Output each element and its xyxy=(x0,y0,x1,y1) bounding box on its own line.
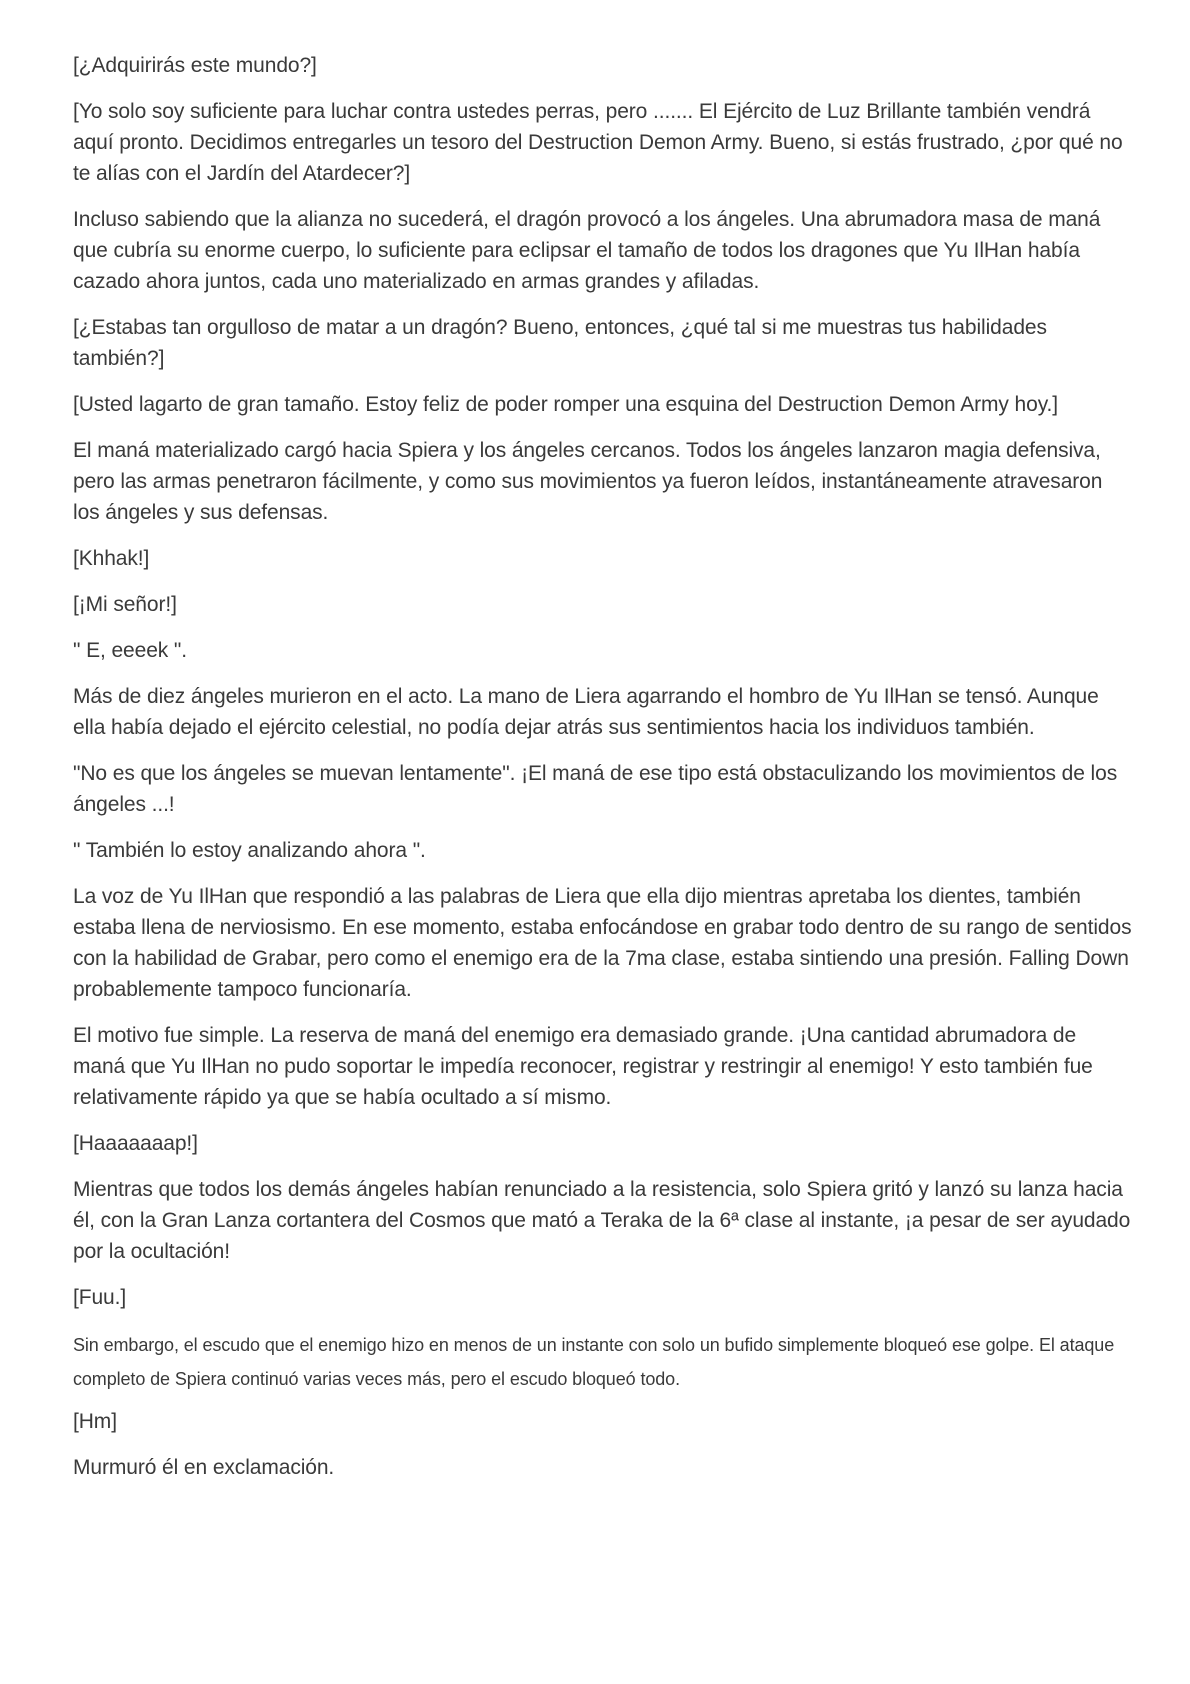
paragraph-7: [Khhak!] xyxy=(73,547,150,570)
paragraph-1: [¿Adquirirás este mundo?] xyxy=(73,54,317,77)
paragraph-2: [Yo solo soy suficiente para luchar contra ustedes perras, pero ....... El Ejército de Luz Brillante también vendrá aquí pronto. Decidimos entregarles un tesoro del Destruction Demon Army. Bueno, si estás frustrado, ¿por qué no te alías con el Jardín del Atardecer?] xyxy=(73,100,1123,185)
paragraph-5: [Usted lagarto de gran tamaño. Estoy feliz de poder romper una esquina del Destruction Demon Army hoy.] xyxy=(73,393,1059,416)
paragraph-17: [Fuu.] xyxy=(73,1286,127,1309)
paragraph-9: " E, eeeek ". xyxy=(73,639,188,662)
paragraph-13: La voz de Yu IlHan que respondió a las palabras de Liera que ella dijo mientras apretaba los dientes, también estaba llena de nerviosismo. En ese momento, estaba enfocándose en grabar todo dentro de su rango de sentidos con la habilidad de Grabar, pero como el enemigo era de la 7ma clase, estaba sintiendo una presión. Falling Down probablemente tampoco funcionaría. xyxy=(73,885,1132,1001)
paragraph-6: El maná materializado cargó hacia Spiera y los ángeles cercanos. Todos los ángeles lanzaron magia defensiva, pero las armas penetraron fácilmente, y como sus movimientos ya fueron leídos, instantáneamente atravesaron los ángeles y sus defensas. xyxy=(73,439,1103,524)
paragraph-11: "No es que los ángeles se muevan lentamente". ¡El maná de ese tipo está obstaculizando los movimientos de los ángeles ...! xyxy=(73,762,1118,816)
paragraph-12: " También lo estoy analizando ahora ". xyxy=(73,839,426,862)
paragraph-10: Más de diez ángeles murieron en el acto. La mano de Liera agarrando el hombro de Yu IlHan se tensó. Aunque ella había dejado el ejército celestial, no podía dejar atrás sus sentimientos hacia los individuos también. xyxy=(73,685,1099,739)
paragraph-15: [Haaaaaaap!] xyxy=(73,1132,198,1155)
paragraph-4: [¿Estabas tan orgulloso de matar a un dragón? Bueno, entonces, ¿qué tal si me muestras tus habilidades también?] xyxy=(73,316,1047,370)
paragraph-19: [Hm] xyxy=(73,1410,117,1433)
paragraph-8: [¡Mi señor!] xyxy=(73,593,177,616)
paragraph-14: El motivo fue simple. La reserva de maná del enemigo era demasiado grande. ¡Una cantidad abrumadora de maná que Yu IlHan no pudo soportar le impedía reconocer, registrar y restringir al enemigo! Y esto también fue relativamente rápido ya que se había ocultado a sí mismo. xyxy=(73,1024,1093,1109)
paragraph-3: Incluso sabiendo que la alianza no sucederá, el dragón provocó a los ángeles. Una abrumadora masa de maná que cubría su enorme cuerpo, lo suficiente para eclipsar el tamaño de todos los dragones que Yu IlHan había cazado ahora juntos, cada uno materializado en armas grandes y afiladas. xyxy=(73,208,1101,293)
paragraph-20: Murmuró él en exclamación. xyxy=(73,1456,335,1479)
paragraph-18: Sin embargo, el escudo que el enemigo hizo en menos de un instante con solo un bufido simplemente bloqueó ese golpe. El ataque completo de Spiera continuó varias veces más, pero el escudo bloqueó todo. xyxy=(73,1335,1115,1389)
paragraph-16: Mientras que todos los demás ángeles habían renunciado a la resistencia, solo Spiera gritó y lanzó su lanza hacia él, con la Gran Lanza cortantera del Cosmos que mató a Teraka de la 6ª clase al instante, ¡a pesar de ser ayudado por la ocultación! xyxy=(73,1178,1131,1263)
document-page xyxy=(73,50,1133,1498)
